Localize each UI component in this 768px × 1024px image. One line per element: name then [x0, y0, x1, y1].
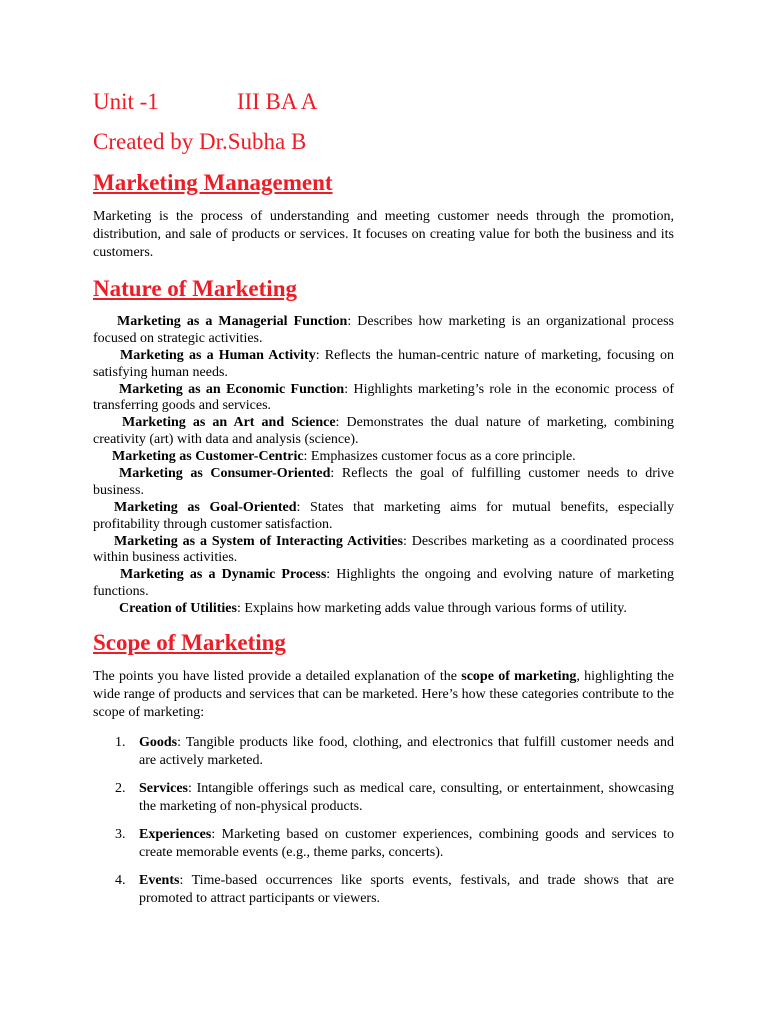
unit-class-line	[93, 88, 674, 116]
nature-item	[93, 466, 674, 500]
nature-item	[93, 534, 674, 568]
scope-item-number: 1.	[115, 735, 126, 751]
nature-term: Marketing as a System of Interacting Activities	[114, 533, 403, 549]
nature-desc: : Explains how marketing adds value through various forms of utility.	[236, 601, 627, 617]
nature-list	[93, 314, 674, 618]
nature-term: Marketing as a Dynamic Process	[120, 567, 327, 583]
scope-term: Goods	[139, 735, 178, 751]
scope-intro-start: The points you have listed provide a detailed explanation of the	[93, 669, 462, 685]
nature-item	[93, 415, 674, 449]
nature-desc: : Describes how marketing is an organizational process focused on strategic activities.	[93, 314, 674, 346]
scope-intro-end: , highlighting the wide range of products and services that can be marketed. Here’s how these categories contribute to the scope of marketing:	[93, 669, 674, 721]
scope-item-events	[93, 872, 674, 908]
document-content	[93, 88, 674, 918]
nature-desc: : States that marketing aims for mutual benefits, especially profitability through customer satisfaction.	[93, 499, 674, 532]
nature-desc: : Describes marketing as a coordinated process within business activities.	[93, 533, 674, 566]
nature-term: Marketing as Consumer-Oriented	[119, 466, 331, 482]
nature-desc: : Emphasizes customer focus as a core principle.	[303, 449, 576, 465]
scope-term: Experiences	[139, 827, 212, 843]
scope-item-number: 4.	[115, 873, 126, 889]
scope-item-number: 2.	[115, 781, 126, 797]
nature-term: Marketing as Goal-Oriented	[114, 499, 297, 515]
scope-intro-bold: scope of marketing	[461, 669, 577, 685]
nature-item	[93, 382, 674, 416]
marketing-management-body: Marketing is the process of understanding and meeting customer needs through the promotion, distribution, and sale of products or services. It focuses on creating value for both the business and its customers.	[93, 209, 674, 260]
scope-intro	[93, 668, 674, 722]
nature-item	[93, 601, 674, 618]
scope-item-experiences	[93, 826, 674, 862]
scope-desc: : Tangible products like food, clothing, and electronics that fulfill customer needs and are actively marketed.	[139, 735, 674, 769]
nature-item	[93, 314, 674, 348]
nature-desc: : Reflects the human-centric nature of marketing, focusing on satisfying human needs.	[93, 347, 674, 380]
scope-desc: : Time-based occurrences like sports events, festivals, and trade shows that are promoted to attract participants or viewers.	[139, 873, 674, 907]
nature-desc: : Highlights marketing’s role in the economic process of transferring goods and services.	[93, 381, 675, 414]
scope-term: Events	[139, 873, 180, 889]
nature-item	[93, 500, 674, 534]
nature-term: Marketing as a Managerial Function	[117, 314, 348, 329]
scope-item-services	[93, 780, 674, 816]
scope-term: Services	[139, 781, 188, 797]
scope-desc: : Marketing based on customer experiences, combining goods and services to create memorable events (e.g., theme parks, concerts).	[139, 827, 674, 861]
heading-marketing-management: Marketing Management	[93, 170, 333, 195]
scope-list	[93, 734, 674, 908]
scope-desc: : Intangible offerings such as medical care, consulting, or entertainment, showcasing the marketing of non-physical products.	[139, 781, 674, 815]
nature-item	[93, 348, 674, 382]
nature-item	[93, 567, 674, 601]
author-line: Created by Dr.Subha B	[93, 129, 307, 154]
nature-desc: : Highlights the ongoing and evolving nature of marketing functions.	[93, 567, 675, 600]
nature-item	[93, 449, 674, 466]
unit-label: Unit -1	[93, 89, 159, 114]
nature-term: Marketing as an Art and Science	[122, 415, 336, 431]
nature-term: Marketing as an Economic Function	[119, 381, 345, 397]
class-label: III BA A	[236, 89, 318, 114]
nature-term: Marketing as Customer-Centric	[112, 449, 304, 465]
nature-desc: : Reflects the goal of fulfilling customer needs to drive business.	[93, 466, 675, 498]
nature-term: Marketing as a Human Activity	[120, 347, 316, 363]
scope-item-number: 3.	[115, 827, 126, 843]
nature-desc: : Demonstrates the dual nature of marketing, combining creativity (art) with data and analysis (science).	[93, 415, 675, 448]
heading-scope-of-marketing: Scope of Marketing	[93, 630, 286, 656]
heading-nature-of-marketing: Nature of Marketing	[93, 276, 297, 301]
scope-item-goods	[93, 734, 674, 770]
nature-term: Creation of Utilities	[119, 601, 237, 617]
